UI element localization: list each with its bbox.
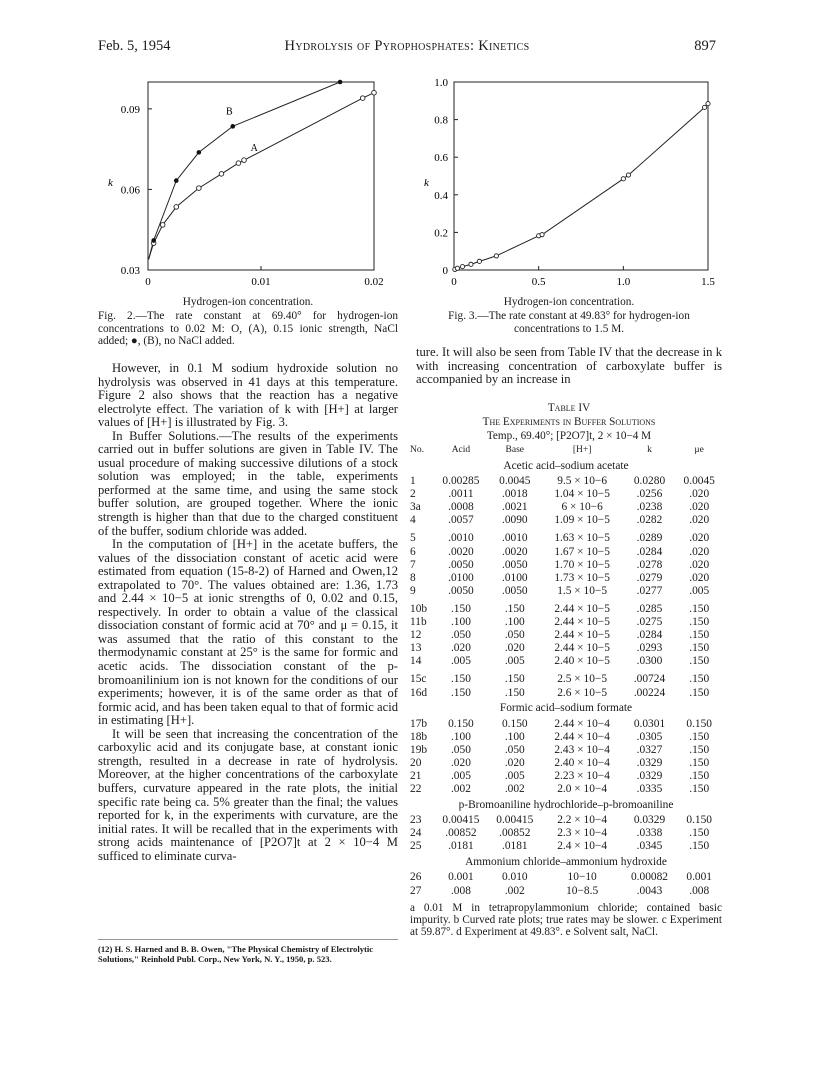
table-cell: 1.04 × 10−5 [554, 488, 610, 501]
table-cell: 0.0280 [633, 475, 666, 488]
footnote-rule [98, 939, 398, 940]
figure-3 [416, 74, 726, 312]
table-cell: .0100 [448, 571, 474, 584]
table-section-row [410, 796, 722, 814]
table-cell: .0284 [636, 629, 663, 642]
table-row [410, 600, 722, 616]
table-cell: 10−10 [567, 871, 597, 884]
table-cell: .00852 [445, 827, 477, 840]
table-cell: 10−8.5 [566, 884, 599, 897]
table-cell: .150 [689, 642, 710, 655]
table-cell: 6 [410, 545, 416, 558]
table-row [410, 731, 722, 744]
table-cell: .150 [689, 602, 710, 615]
table-cell: 1 [410, 475, 416, 488]
table-row [410, 783, 722, 796]
table-cell: .150 [689, 673, 710, 686]
table-cell: .150 [504, 602, 525, 615]
table-cell: .0256 [636, 488, 663, 501]
table-cell: .0020 [448, 545, 474, 558]
table-cell: .0008 [448, 501, 474, 514]
table-cell: .0275 [636, 616, 663, 629]
table-cell: 0.00415 [442, 814, 480, 827]
table-header-cell: μe [694, 445, 704, 455]
table-cell: 2.44 × 10−4 [554, 717, 610, 730]
table-cell: .008 [450, 884, 471, 897]
table-cell: .0050 [501, 584, 528, 597]
table-cell: 0.150 [448, 717, 474, 730]
table-cell: .150 [689, 743, 710, 756]
table-cell: .002 [504, 783, 525, 796]
table-cell: 2 [410, 488, 416, 501]
table-row [410, 655, 722, 671]
table-cell: 16d [410, 686, 428, 699]
table-cell: .020 [689, 488, 710, 501]
table-cell: 2.5 × 10−5 [557, 673, 608, 686]
table-cell: .020 [504, 642, 525, 655]
table-cell: 0.0045 [683, 475, 715, 488]
fig3-point [460, 265, 464, 269]
table-row [410, 488, 722, 501]
table-cell: .0050 [448, 558, 474, 571]
fig2-point-b [151, 238, 156, 243]
table-section-title: Acetic acid–sodium acetate [503, 459, 629, 472]
table-cell: .002 [504, 884, 525, 897]
table-cell: 10b [410, 602, 428, 615]
table-cell: 2.40 × 10−4 [554, 756, 610, 769]
table-cell: .0090 [501, 514, 528, 527]
table-cell: .0057 [448, 514, 474, 527]
table-cell: 2.44 × 10−5 [554, 629, 610, 642]
fig2-point-a [197, 186, 202, 191]
fig2-point-b [197, 150, 202, 155]
table-cell: .150 [450, 673, 471, 686]
fig2-xtick-label: 0.02 [364, 276, 384, 288]
table-title: Table IV [547, 402, 591, 414]
fig2-xlabel: Hydrogen-ion concentration. [182, 296, 314, 308]
fig2-label-b: B [226, 106, 233, 118]
table-row [410, 546, 722, 559]
paragraph-3: In the computation of [H+] in the acetate buffers, the values of the dissociation constant of acetic acid were estimated from equation (15-8-2) of Harned and Owen,12 extrapolated to 70°. The values obtained are: 1.36, 1.73 and 2.44 × 10−5 at ionic strengths of 0, 0.02 and 0.15, respectively. In order to obtain a value of the classical dissociation constant of formic acid at 70° and μ = 0.15, it was assumed that the ratio of this constant to the thermodynamic constant at 25° is the same for formic and acetic acids. The dissociation constant of the p-bromoanilinium ion is not known for the conditions of our experiments; however, it is of the same order as that of formic acid, and has been taken equal to that of formic acid in estimating [H+]. [98, 537, 398, 728]
table-cell: .0305 [636, 730, 663, 743]
table-cell: 2.44 × 10−5 [554, 602, 610, 615]
table-cell: .150 [689, 686, 710, 699]
table-cell: 2.44 × 10−4 [554, 730, 610, 743]
table-cell: .0293 [636, 642, 663, 655]
table-cell: .0010 [448, 532, 474, 545]
table-cell: .150 [450, 602, 471, 615]
table-cell: 22 [410, 783, 422, 796]
table-row [410, 572, 722, 585]
table-section-row [410, 700, 722, 718]
table-cell: .0181 [501, 840, 528, 853]
table-cell: .002 [450, 783, 471, 796]
table-cell: 0.150 [686, 717, 713, 730]
fig2-point-a [242, 158, 247, 163]
table-cell: 4 [410, 514, 416, 527]
table-cell: .020 [689, 545, 710, 558]
table-cell: .0277 [636, 584, 663, 597]
table-cell: .0238 [636, 501, 663, 514]
fig2-curve-b [149, 82, 362, 259]
table-cell: .150 [689, 827, 710, 840]
table-cell: .008 [689, 884, 710, 897]
table-cell: .0289 [636, 532, 663, 545]
table-row [410, 501, 722, 514]
fig3-point [469, 262, 473, 266]
table-cell: 20 [410, 756, 422, 769]
table-subtitle: The Experiments in Buffer Solutions [482, 416, 656, 428]
table-cell: 24 [410, 827, 422, 840]
table-cell: 0.00415 [496, 814, 534, 827]
table-cell: 27 [410, 884, 422, 897]
table-row [410, 559, 722, 572]
fig3-ytick-label: 0.4 [434, 189, 448, 202]
table-cell: 2.4 × 10−4 [557, 840, 608, 853]
fig3-point [703, 105, 707, 109]
table-cell: .020 [450, 642, 471, 655]
fig2-point-a [372, 90, 377, 95]
table-cell: .0011 [448, 488, 474, 501]
table-row [410, 885, 722, 898]
table-cell: .0329 [636, 756, 663, 769]
table-cell: 23 [410, 814, 422, 827]
fig2-ytick-label: 0.06 [120, 184, 140, 197]
fig2-point-b [174, 178, 179, 183]
table-row [410, 585, 722, 601]
table-section-title: Ammonium chloride–ammonium hydroxide [465, 855, 667, 868]
table-cell: 0.0045 [499, 475, 531, 488]
table-cell: .150 [504, 673, 525, 686]
paragraph-right: ture. It will also be seen from Table IV that the decrease in k with increasing concentration of carboxylate buffer is accompanied by an increase in [416, 345, 722, 387]
table-row [410, 770, 722, 783]
table-cell: .020 [689, 558, 710, 571]
table-row [410, 629, 722, 642]
table-cell: 0.001 [448, 871, 474, 884]
table-cell: .050 [450, 629, 471, 642]
fig2-ytick-label: 0.03 [120, 265, 140, 277]
table-cell: 0.0329 [633, 814, 666, 827]
table-cell: .0335 [636, 783, 663, 796]
table-cell: .0278 [636, 558, 663, 571]
table-cell: .020 [689, 532, 710, 545]
fig3-xtick-label: 1.0 [616, 276, 631, 288]
fig3-caption: Fig. 3.—The rate constant at 49.83° for hydrogen-ion concentrations to 1.5 M. [448, 310, 690, 335]
table-row [410, 616, 722, 629]
table-cell: .020 [504, 756, 525, 769]
fig3-point [540, 233, 544, 237]
left-column-text [98, 362, 398, 863]
table-row [410, 671, 722, 687]
fig2-plot [121, 80, 384, 288]
table-footnotes: a 0.01 M in tetrapropylammonium chloride; contained basic impurity. b Curved rate plots; true rates may be slower. c Experiment at 59.87°. d Experiment at 49.83°. e Solvent salt, NaCl. [410, 902, 722, 939]
fig3-point [477, 259, 481, 263]
page-number: 897 [694, 38, 716, 54]
paragraph-4: It will be seen that increasing the concentration of the carboxylic acid and its conjugate base, at constant ionic strength, resulted in a decrease in rate of hydrolysis. Moreover, at the higher concentrations of the carboxylate buffers, curvature appeared in the rate plots, the initial specific rate being ca. 5% greater than the final; the values reported for k, in the experiments with curvature, are the initial rates. It will be recalled that in the experiments with strong acids maintenance of [P2O7]t at 2 × 10−4 M sufficed to eliminate curva- [98, 726, 398, 863]
table-cell: .020 [689, 571, 710, 584]
fig3-ylabel: k [424, 177, 429, 189]
table-section-row [410, 457, 722, 475]
fig3-ytick-label: 0.2 [434, 227, 448, 240]
table-cell: .0279 [636, 571, 663, 584]
table-cell: 17b [410, 717, 428, 730]
fig2-point-b [338, 80, 343, 85]
table-cell: 25 [410, 840, 422, 853]
right-column-text [416, 346, 722, 387]
paragraph-1: However, in 0.1 M sodium hydroxide solution no hydrolysis was observed in 41 days at this temperature. Figure 2 also shows that the reaction has a negative electrolyte effect. The variation of k with [H+] at larger values of [H+] is illustrated by Fig. 3. [98, 361, 398, 430]
data-table [410, 444, 722, 898]
table-row [410, 840, 722, 853]
table-cell: 2.40 × 10−5 [554, 655, 610, 668]
table-section-title: p-Bromoaniline hydrochloride–p-bromoaniline [458, 798, 674, 811]
table-cell: .150 [689, 756, 710, 769]
fig3-ytick-label: 1.0 [434, 77, 448, 89]
table-cell: 3a [410, 501, 421, 514]
fig3-xlabel: Hydrogen-ion concentration. [503, 296, 635, 308]
table-cell: 9 [410, 584, 416, 597]
table-cell: .005 [450, 655, 471, 668]
paragraph-2: In Buffer Solutions.—The results of the experiments carried out in buffer solutions are given in Table IV. The usual procedure of making successive dilutions of a stock solution was employed; in the table, experiments performed at the same time, and using the same stock buffer solution, are grouped together. Where the ionic strength is higher than that due to the charged constituent of the buffer, sodium chloride was added. [98, 428, 398, 538]
table-cell: .150 [689, 655, 710, 668]
running-header [98, 38, 716, 62]
fig3-xtick-label: 0.5 [531, 276, 546, 288]
table-row [410, 475, 722, 488]
fig2-curve-a [149, 93, 374, 260]
table-cell: 14 [410, 655, 422, 668]
table-cell: 6 × 10−6 [561, 501, 603, 514]
table-section-row [410, 853, 722, 871]
table-cell: 13 [410, 642, 422, 655]
table-row [410, 687, 722, 700]
table-cell: .0050 [501, 558, 528, 571]
table-cell: .0020 [501, 545, 528, 558]
table-cell: .0018 [501, 488, 528, 501]
table-cell: .020 [450, 756, 471, 769]
figure-2 [96, 74, 404, 312]
table-cell: .0010 [501, 532, 528, 545]
table-cell: .100 [450, 616, 471, 629]
table-cell: .0282 [636, 514, 663, 527]
fig2-point-a [174, 205, 179, 210]
table-row [410, 642, 722, 655]
table-cell: .150 [450, 686, 471, 699]
table-cell: 2.6 × 10−5 [557, 686, 608, 699]
table-cell: .005 [504, 655, 525, 668]
table-row [410, 814, 722, 827]
table-cell: .150 [689, 783, 710, 796]
fig3-curve [455, 104, 708, 270]
table-cell: 0.150 [686, 814, 713, 827]
table-cell: 11b [410, 616, 427, 629]
table-row [410, 718, 722, 731]
table-cell: .100 [504, 616, 525, 629]
fig2-ytick-label: 0.09 [120, 103, 140, 116]
fig3-point [626, 173, 630, 177]
table-cell: .0329 [636, 769, 663, 782]
header-title: Hydrolysis of Pyrophosphates: Kinetics [284, 38, 530, 54]
table-cell: 5 [410, 532, 416, 545]
table-cell: .150 [689, 629, 710, 642]
table-cell: 18b [410, 730, 428, 743]
table-cell: 7 [410, 558, 416, 571]
table-conditions: Temp., 69.40°; [P2O7]t, 2 × 10−4 M [486, 430, 652, 442]
table-cell: .0284 [636, 545, 663, 558]
fig3-plot [434, 77, 715, 288]
table-cell: 8 [410, 571, 416, 584]
table-cell: 0.00082 [630, 871, 668, 884]
table-cell: .150 [504, 686, 525, 699]
table-cell: .150 [689, 840, 710, 853]
fig3-xtick-label: 0 [451, 276, 457, 288]
table-header-row [410, 444, 722, 457]
table-cell: .150 [689, 730, 710, 743]
table-row [410, 757, 722, 770]
table-row [410, 530, 722, 546]
fig2-ylabel: k [108, 177, 113, 189]
table-cell: .005 [450, 769, 471, 782]
table-cell: .005 [689, 584, 710, 597]
fig2-point-a [236, 161, 241, 166]
table-row [410, 871, 722, 884]
table-cell: .00724 [633, 673, 666, 686]
fig3-ytick-label: 0.8 [434, 114, 448, 127]
fig3-point [455, 266, 459, 270]
fig3-xtick-label: 1.5 [701, 276, 715, 288]
table-cell: 19b [410, 743, 428, 756]
table-cell: .0050 [448, 584, 474, 597]
fig2-xtick-label: 0 [145, 276, 151, 288]
fig2-point-a [219, 172, 224, 177]
table-cell: 2.0 × 10−4 [557, 783, 608, 796]
fig3-ytick-label: 0.6 [434, 152, 448, 165]
table-cell: 2.2 × 10−4 [557, 814, 608, 827]
table-cell: .0285 [636, 602, 663, 615]
fig3-point [494, 254, 498, 258]
table-cell: .150 [689, 616, 710, 629]
table-cell: 26 [410, 871, 422, 884]
fig3-ytick-label: 0 [442, 265, 448, 277]
fig2-xtick-label: 0.01 [251, 276, 271, 288]
table-header-cell: No. [410, 445, 424, 455]
table-header-cell: k [647, 445, 652, 455]
table-cell: 1.73 × 10−5 [554, 571, 610, 584]
fig2-point-b [230, 124, 235, 129]
table-cell: .020 [689, 514, 710, 527]
fig2-point-a [360, 96, 365, 101]
fig2-caption: Fig. 2.—The rate constant at 69.40° for hydrogen-ion concentrations to 0.02 M: O, (A), 0.15 ionic strength, NaCl added; ●, (B), no NaCl added. [98, 310, 398, 348]
header-date: Feb. 5, 1954 [98, 38, 171, 54]
table-cell: 2.43 × 10−4 [554, 743, 610, 756]
table-cell: 0.0301 [633, 717, 666, 730]
table-cell: .150 [689, 769, 710, 782]
fig3-frame [454, 82, 708, 270]
table-cell: 2.23 × 10−4 [554, 769, 610, 782]
table-cell: .005 [504, 769, 525, 782]
table-cell: 0.001 [686, 871, 713, 884]
table-cell: .100 [504, 730, 525, 743]
fig2-label-a: A [250, 143, 258, 155]
table-cell: .0327 [636, 743, 663, 756]
table-row [410, 827, 722, 840]
table-cell: 0.00285 [442, 475, 480, 488]
table-header-cell: [H+] [572, 445, 592, 455]
table-cell: .050 [450, 743, 471, 756]
table-header-cell: Base [505, 445, 525, 455]
table-cell: .0181 [448, 840, 474, 853]
fig3-point [621, 177, 625, 181]
table-cell: .0300 [636, 655, 663, 668]
table-cell: .0345 [636, 840, 663, 853]
table-cell: 1.09 × 10−5 [554, 514, 610, 527]
table-cell: 21 [410, 769, 422, 782]
table-cell: .0338 [636, 827, 663, 840]
table-cell: .050 [504, 743, 525, 756]
table-cell: 0.150 [501, 717, 528, 730]
table-cell: .00224 [633, 686, 666, 699]
table-cell: .0021 [501, 501, 528, 514]
table-header-cell: Acid [451, 445, 471, 455]
footnote-12: (12) H. S. Harned and B. B. Owen, "The Physical Chemistry of Electrolytic Solutions," Reinhold Publ. Corp., New York, N. Y., 1950, p. 523. [98, 944, 374, 965]
table-cell: 12 [410, 629, 422, 642]
table-cell: .0100 [501, 571, 528, 584]
table-row [410, 514, 722, 530]
fig2-point-a [160, 223, 165, 228]
table-cell: 1.70 × 10−5 [554, 558, 610, 571]
table-cell: 2.44 × 10−5 [554, 616, 610, 629]
table-cell: 2.44 × 10−5 [554, 642, 610, 655]
table-row [410, 744, 722, 757]
table-cell: .00852 [499, 827, 531, 840]
table-cell: 0.010 [501, 871, 528, 884]
table-cell: .100 [450, 730, 471, 743]
table-cell: .0043 [636, 884, 663, 897]
table-cell: 15c [410, 673, 427, 686]
table-cell: 1.63 × 10−5 [554, 532, 610, 545]
table-cell: 1.5 × 10−5 [557, 584, 608, 597]
fig3-point [706, 102, 710, 106]
table-cell: 2.3 × 10−4 [557, 827, 608, 840]
table-section-title: Formic acid–sodium formate [499, 702, 633, 715]
table-cell: 1.67 × 10−5 [554, 545, 610, 558]
table-cell: .050 [504, 629, 525, 642]
table-cell: 9.5 × 10−6 [557, 475, 608, 488]
table-cell: .020 [689, 501, 710, 514]
